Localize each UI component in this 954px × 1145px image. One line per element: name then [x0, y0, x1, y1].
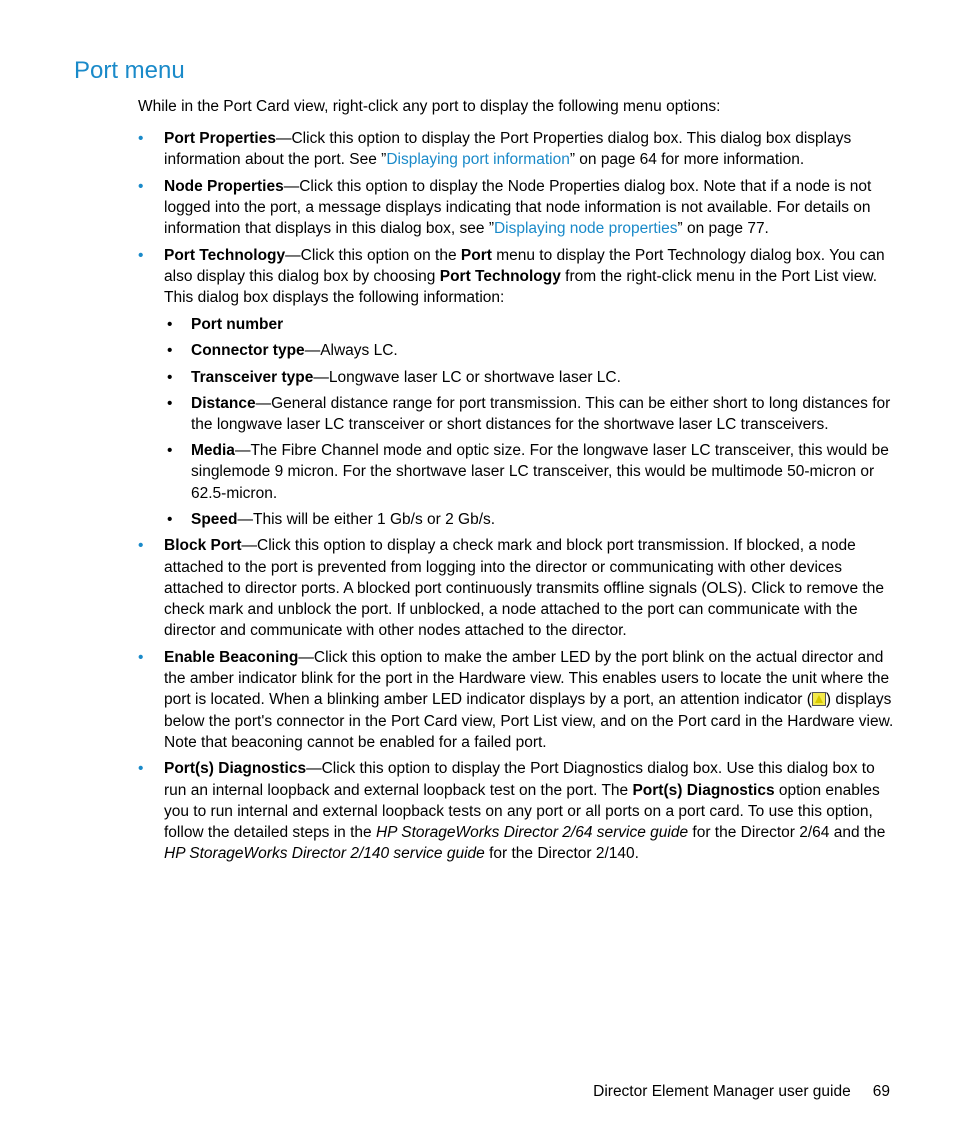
page-title: Port menu	[74, 57, 185, 84]
body-text: —General distance range for port transmission. This can be either short to long distances for the longwave laser LC transceiver or short distances for the shortwave laser LC transceivers.	[191, 394, 891, 433]
page-footer	[520, 1081, 890, 1102]
list-item-block-port	[164, 535, 894, 641]
body-text: ” on page 77.	[677, 220, 769, 238]
body-text: —Click this option to display the Port Properties dialog box. This dialog box displays information about the port. See ”	[164, 130, 852, 169]
term-port-diagnostics: Port(s) Diagnostics	[164, 760, 307, 778]
list-item-port-diagnostics	[164, 758, 894, 864]
body-text: from the right-click menu in the Port List view. This dialog box displays the following information:	[164, 268, 878, 307]
body-text: option enables you to run internal and external loopback tests on any port or all ports on a port card. To use this option, follow the detailed steps in the	[164, 781, 880, 842]
term-port-technology: Port Technology	[164, 247, 286, 265]
term-enable-beaconing: Enable Beaconing	[164, 648, 299, 666]
link-displaying-port-information[interactable]: Displaying port information	[386, 151, 570, 169]
intro-paragraph: While in the Port Card view, right-click any port to display the following menu options:	[138, 98, 721, 115]
term-block-port: Block Port	[164, 537, 242, 555]
port-technology-info-list	[164, 314, 894, 530]
sub-item-media	[191, 440, 894, 504]
body-text: —Always LC.	[304, 342, 398, 360]
term-connector-type: Connector type	[191, 342, 305, 360]
body-text: for the Director 2/140.	[484, 845, 639, 863]
bold-port-diagnostics: Port(s) Diagnostics	[632, 781, 775, 799]
footer-guide-title: Director Element Manager user guide	[593, 1083, 851, 1100]
body-text: ) displays below the port's connector in the Port Card view, Port List view, and on the Port card in the Hardware view. Note that beaconing cannot be enabled for a failed port.	[164, 691, 894, 751]
term-distance: Distance	[191, 394, 256, 412]
italic-director-2-64-service-guide: HP StorageWorks Director 2/64 service guide	[375, 824, 689, 842]
body-text: —Click this option to display a check mark and block port transmission. If blocked, a node attached to the port is prevented from logging into the director or communicating with other devices attached to director ports. A blocked port continuously transmits offline signals (OLS). Click to remove the check mark and unblock the port. If unblocked, a node attached to the port can communicate with the director and communicate with other nodes attached to the director.	[164, 537, 884, 640]
term-port-number: Port number	[191, 316, 284, 334]
list-item-port-technology	[164, 245, 894, 530]
page-number: 69	[872, 1083, 890, 1100]
list-item-node-properties	[164, 176, 894, 240]
sub-item-speed	[191, 509, 894, 530]
body-text: for the Director 2/64 and the	[688, 824, 886, 842]
attention-indicator-icon	[812, 692, 826, 706]
bold-port-technology: Port Technology	[439, 268, 561, 286]
list-item-enable-beaconing	[164, 647, 894, 753]
body-text: —Click this option to make the amber LED by the port blink on the actual director and the amber indicator blink for the port in the Hardware view. This enables users to locate the unit where the port is located. When a blinking amber LED indicator displays by a port, an attention indicator (	[164, 648, 890, 709]
body-text: ” on page 64 for more information.	[569, 151, 805, 169]
bold-port: Port	[460, 247, 492, 265]
italic-director-2-140-service-guide: HP StorageWorks Director 2/140 service guide	[164, 845, 485, 863]
menu-options-list	[164, 128, 894, 870]
body-text: —The Fibre Channel mode and optic size. For the longwave laser LC transceiver, this would be singlemode 9 micron. For the shortwave laser LC transceiver, this would be multimode 50-micron or 62.5-micron.	[191, 442, 889, 502]
body-text: —Longwave laser LC or shortwave laser LC.	[313, 368, 621, 386]
sub-item-distance	[191, 393, 894, 435]
body-text: —Click this option to display the Node Properties dialog box. Note that if a node is not logged into the port, a message displays indicating that node information is not available. For details on information that displays in this dialog box, see ”	[164, 177, 872, 238]
body-text: menu to display the Port Technology dialog box. You can also display this dialog box by choosing	[164, 247, 885, 286]
list-item-port-properties	[164, 128, 894, 170]
sub-item-transceiver-type	[191, 367, 894, 388]
term-port-properties: Port Properties	[164, 130, 276, 147]
sub-item-port-number	[191, 314, 894, 335]
term-media: Media	[191, 442, 235, 460]
term-transceiver-type: Transceiver type	[191, 368, 314, 386]
body-text: —Click this option to display the Port Diagnostics dialog box. Use this dialog box to run an internal loopback and external loopback test on the port. The	[164, 760, 875, 799]
sub-item-connector-type	[191, 340, 894, 361]
link-displaying-node-properties[interactable]: Displaying node properties	[493, 220, 678, 238]
body-text: —Click this option on the	[285, 247, 461, 265]
term-speed: Speed	[191, 510, 238, 528]
body-text: —This will be either 1 Gb/s or 2 Gb/s.	[237, 510, 496, 528]
term-node-properties: Node Properties	[164, 177, 284, 195]
